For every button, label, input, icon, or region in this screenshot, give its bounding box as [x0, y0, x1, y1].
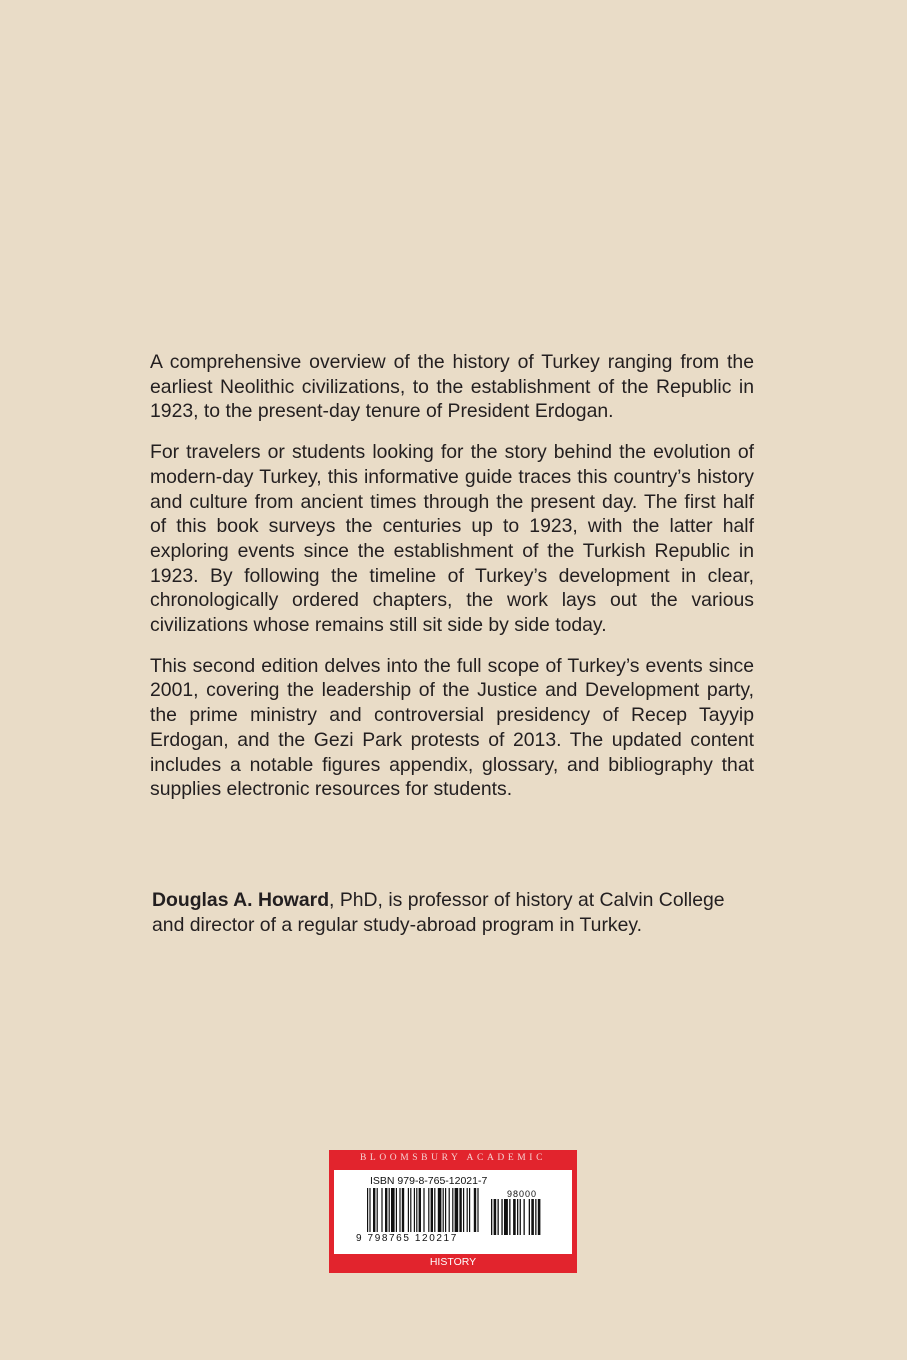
category-label: HISTORY — [429, 1256, 477, 1268]
blurb-paragraph-2: For travelers or students looking for the story behind the evolution of modern-day Turkey, this informative guide traces this country’s history and culture from ancient times through the present day. The first half of this book surveys the centuries up to 1923, with the latter half exploring events since the establishment of the Turkish Republic in 1923. By following the timeline of Turkey’s development in clear, chronologically ordered chapters, the work lays out the various civilizations whose remains still sit side by side today. — [150, 441, 754, 637]
barcode-bar — [529, 1199, 530, 1235]
barcode-panel — [334, 1170, 572, 1254]
barcode-bar — [520, 1199, 521, 1235]
barcode-bar — [445, 1188, 446, 1232]
barcode-bar — [449, 1188, 450, 1232]
barcode-bar — [373, 1188, 375, 1232]
barcode-block — [329, 1150, 577, 1273]
barcode-bar — [381, 1188, 382, 1232]
barcode-bar — [367, 1188, 368, 1232]
barcode-bar — [438, 1188, 442, 1232]
barcode-bar — [385, 1188, 387, 1232]
barcode-bar — [467, 1188, 468, 1232]
barcode-bar — [501, 1199, 502, 1235]
barcode-bar — [513, 1199, 516, 1235]
ean-barcode-icon — [367, 1188, 479, 1234]
barcode-bar — [463, 1188, 464, 1232]
barcode-digits: 9 798765 120217 — [356, 1233, 458, 1244]
barcode-bar — [410, 1188, 411, 1232]
barcode-bar — [416, 1188, 417, 1232]
barcode-bar — [377, 1188, 378, 1232]
barcode-bar — [455, 1188, 459, 1232]
blurb-paragraph-3: This second edition delves into the full scope of Turkey’s events since 2001, covering the leadership of the Justice and Development party, the prime ministry and controversial presidency of Recep Tayyip Erdogan, and the Gezi Park protests of 2013. The updated content includes a notable figures appendix, glossary, and bibliography that supplies electronic resources for students. — [150, 654, 754, 801]
barcode-bar — [494, 1199, 497, 1235]
barcode-bar — [419, 1188, 421, 1232]
barcode-bar — [459, 1188, 461, 1232]
publisher-name: BLOOMSBURY ACADEMIC — [359, 1153, 547, 1163]
barcode-bar — [509, 1199, 510, 1235]
barcode-bar — [498, 1199, 499, 1235]
barcode-bar — [443, 1188, 444, 1232]
back-cover-blurb — [150, 350, 754, 818]
author-name: Douglas A. Howard — [152, 889, 330, 911]
barcode-bar — [504, 1199, 508, 1235]
barcode-bar — [491, 1199, 492, 1235]
barcode-bar — [538, 1199, 541, 1235]
barcode-bar — [469, 1188, 470, 1232]
barcode-bar — [524, 1199, 525, 1235]
barcode-bar — [452, 1188, 453, 1232]
barcode-bar — [474, 1188, 476, 1232]
barcode-bar — [399, 1188, 400, 1232]
isbn-label: ISBN 979-8-765-12021-7 — [370, 1175, 488, 1187]
price-code: 98000 — [507, 1189, 538, 1199]
barcode-bar — [535, 1199, 536, 1235]
barcode-bar — [423, 1188, 424, 1232]
barcode-bar — [431, 1188, 433, 1232]
addon-barcode-icon — [491, 1199, 547, 1236]
barcode-bar — [434, 1188, 435, 1232]
barcode-bar — [402, 1188, 404, 1232]
barcode-bar — [428, 1188, 429, 1232]
author-description: , PhD, is professor of history at Calvin College and director of a regular study-abroad program in Turkey. — [152, 889, 725, 936]
barcode-bar — [391, 1188, 395, 1232]
barcode-bar — [389, 1188, 390, 1232]
barcode-bar — [517, 1199, 518, 1235]
barcode-bar — [408, 1188, 409, 1232]
barcode-bar — [531, 1199, 534, 1235]
blurb-paragraph-1: A comprehensive overview of the history of Turkey ranging from the earliest Neolithic civilizations, to the establishment of the Republic in 1923, to the present-day tenure of President Erdogan. — [150, 351, 754, 423]
barcode-bar — [369, 1188, 370, 1232]
barcode-bar — [414, 1188, 415, 1232]
author-bio — [152, 888, 754, 937]
barcode-bar — [396, 1188, 397, 1232]
barcode-bar — [477, 1188, 478, 1232]
